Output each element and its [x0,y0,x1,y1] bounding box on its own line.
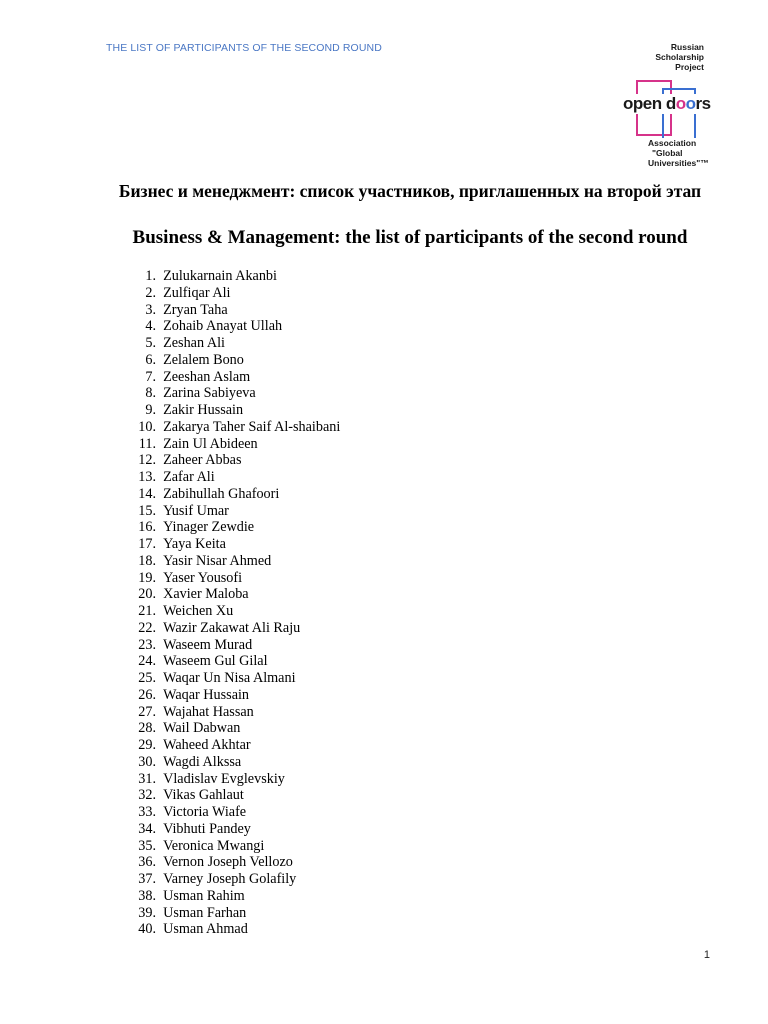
list-item-gap [156,586,163,603]
list-item-gap [156,553,163,570]
list-item-number: 31. [138,770,156,787]
list-item-gap [156,821,163,838]
list-item-gap [156,804,163,821]
list-item [130,553,340,570]
list-item-number: 17. [138,536,156,552]
logo-word-part: o [675,94,686,113]
list-item-gap [156,838,163,855]
list-item-name: Yinager Zewdie [163,519,255,536]
list-item-number: 40. [138,921,156,938]
list-item [130,268,340,285]
list-item-number: 24. [138,653,156,670]
list-item-gap [156,268,163,285]
list-item-gap [156,905,163,922]
list-item [130,670,340,687]
list-item-name: Zeeshan Aslam [163,368,251,385]
list-item-name: Weichen Xu [163,603,234,619]
list-item [130,318,340,335]
logo-line: Association [648,138,697,148]
list-item-name: Zakir Hussain [163,402,244,418]
list-item [130,436,340,453]
list-item-gap [156,318,163,335]
list-item-number: 3. [145,301,156,318]
list-item-number: 28. [138,720,156,737]
list-item-gap [156,503,163,520]
list-item-number: 2. [145,284,156,301]
list-item-gap [156,888,163,905]
list-item-name: Yasir Nisar Ahmed [163,552,272,569]
running-header: THE LIST OF PARTICIPANTS OF THE SECOND ROUND [106,42,382,54]
list-item [130,620,340,637]
list-item-gap [156,670,163,687]
list-item-gap [156,469,163,486]
logo-word-part: open d [623,94,676,113]
list-item [130,838,340,855]
list-item-number: 35. [138,837,156,854]
open-doors-logo [620,42,720,167]
logo-line: Scholarship [655,52,704,62]
list-item-number: 19. [138,569,156,586]
list-item-number: 26. [138,686,156,703]
list-item-gap [156,653,163,670]
list-item-number: 36. [138,854,156,871]
list-item-gap [156,436,163,453]
list-item-name: Yaya Keita [163,536,226,552]
list-item-gap [156,402,163,419]
list-item-number: 5. [145,335,156,351]
list-item [130,302,340,319]
list-item-number: 1. [145,268,156,284]
list-item-number: 6. [145,351,156,368]
list-item-gap [156,352,163,369]
list-item-number: 8. [145,385,156,402]
list-item-name: Zaheer Abbas [163,452,242,469]
list-item [130,352,340,369]
list-item-name: Wajahat Hassan [163,703,254,720]
list-item-number: 12. [138,452,156,469]
list-item-gap [156,620,163,637]
list-item-name: Zabihullah Ghafoori [163,485,280,502]
list-item-name: Vladislav Evglevskiy [163,770,285,787]
list-item-name: Zarina Sabiyeva [163,385,256,402]
list-item-number: 18. [138,552,156,569]
list-item [130,570,340,587]
list-item-gap [156,754,163,771]
list-item-name: Usman Rahim [163,887,245,904]
logo-bottom-text [646,138,711,168]
list-item [130,285,340,302]
list-item-gap [156,452,163,469]
list-item-number: 38. [138,887,156,904]
list-item [130,519,340,536]
logo-line: "Global [652,148,683,158]
list-item-name: Wazir Zakawat Ali Raju [163,619,301,636]
list-item-number: 39. [138,904,156,921]
list-item [130,335,340,352]
list-item-name: Vernon Joseph Vellozo [163,854,293,871]
list-item [130,854,340,871]
list-item-name: Zelalem Bono [163,351,244,368]
logo-line: Russian [670,42,704,52]
list-item-number: 20. [138,586,156,603]
title-russian [0,180,768,203]
list-item-name: Xavier Maloba [163,586,249,603]
logo-word-part: o [685,94,696,113]
list-item [130,503,340,520]
list-item-number: 37. [138,871,156,887]
list-item-gap [156,486,163,503]
logo-line: Project [675,62,704,72]
list-item [130,486,340,503]
list-item-name: Zafar Ali [163,469,215,485]
list-item-number: 10. [138,418,156,435]
list-item [130,704,340,721]
list-item [130,419,340,436]
list-item-number: 11. [138,435,156,452]
list-item-number: 27. [138,703,156,720]
list-item-name: Waseem Murad [163,636,253,653]
list-item-number: 7. [145,368,156,385]
participants-list [130,268,340,938]
list-item-number: 29. [138,737,156,753]
title-russian-text: Бизнес и менеджмент: список участников, приглашенных на второй этап [118,181,702,201]
list-item-gap [156,285,163,302]
logo-word-part: rs [695,94,711,113]
list-item-name: Zeshan Ali [163,335,225,351]
list-item-gap [156,335,163,352]
list-item [130,653,340,670]
list-item [130,637,340,654]
list-item-gap [156,854,163,871]
list-item-name: Zulukarnain Akanbi [163,268,277,284]
list-item-gap [156,536,163,553]
list-item-number: 4. [145,318,156,335]
list-item [130,720,340,737]
list-item-number: 25. [138,670,156,686]
list-item-number: 16. [138,519,156,536]
list-item-gap [156,787,163,804]
list-item [130,888,340,905]
list-item [130,754,340,771]
list-item-number: 23. [138,636,156,653]
list-item-gap [156,737,163,754]
list-item-name: Waseem Gul Gilal [163,653,268,670]
list-item-gap [156,871,163,888]
logo-line: Universities"™ [648,158,709,168]
list-item-gap [156,637,163,654]
list-item [130,804,340,821]
list-item [130,687,340,704]
list-item-number: 33. [138,804,156,820]
list-item [130,771,340,788]
list-item [130,821,340,838]
list-item-number: 32. [138,787,156,804]
list-item [130,871,340,888]
list-item-name: Vikas Gahlaut [163,787,244,804]
list-item [130,737,340,754]
list-item-name: Zulfiqar Ali [163,284,231,301]
list-item-name: Yusif Umar [163,502,229,519]
list-item-gap [156,603,163,620]
list-item [130,603,340,620]
list-item-gap [156,385,163,402]
list-item [130,402,340,419]
list-item-name: Usman Farhan [163,904,247,921]
list-item [130,469,340,486]
list-item-gap [156,704,163,721]
list-item-gap [156,519,163,536]
list-item-number: 14. [138,485,156,502]
list-item-gap [156,570,163,587]
list-item-name: Usman Ahmad [163,921,248,938]
list-item-name: Zain Ul Abideen [163,435,258,452]
list-item-name: Wagdi Alkssa [163,753,242,770]
list-item-name: Waheed Akhtar [163,737,251,753]
list-item-name: Wail Dabwan [163,720,241,737]
list-item-number: 15. [138,502,156,519]
list-item-name: Varney Joseph Golafily [163,871,297,887]
list-item-number: 34. [138,820,156,837]
list-item-number: 30. [138,753,156,770]
list-item-gap [156,921,163,938]
list-item [130,905,340,922]
list-item [130,536,340,553]
list-item [130,385,340,402]
list-item-gap [156,302,163,319]
list-item-name: Vibhuti Pandey [163,820,251,837]
list-item-number: 13. [138,469,156,485]
title-english: Business & Management: the list of participants of the second round [132,227,688,248]
list-item-name: Victoria Wiafe [163,804,247,820]
page-number: 1 [703,949,710,961]
list-item-name: Veronica Mwangi [163,837,265,854]
list-item-gap [156,369,163,386]
list-item-name: Zohaib Anayat Ullah [163,318,283,335]
logo-top-text [655,42,704,72]
list-item [130,369,340,386]
list-item-number: 22. [138,619,156,636]
list-item-gap [156,720,163,737]
list-item-name: Yaser Yousofi [163,569,243,586]
list-item [130,787,340,804]
list-item-gap [156,419,163,436]
list-item [130,452,340,469]
list-item-number: 9. [145,402,156,418]
list-item-number: 21. [138,603,156,619]
list-item [130,921,340,938]
list-item-name: Waqar Un Nisa Almani [163,670,296,686]
logo-wordmark [622,94,712,114]
list-item-name: Zakarya Taher Saif Al-shaibani [163,418,341,435]
list-item-gap [156,687,163,704]
list-item-gap [156,771,163,788]
list-item-name: Waqar Hussain [163,686,250,703]
list-item [130,586,340,603]
list-item-name: Zryan Taha [163,301,228,318]
